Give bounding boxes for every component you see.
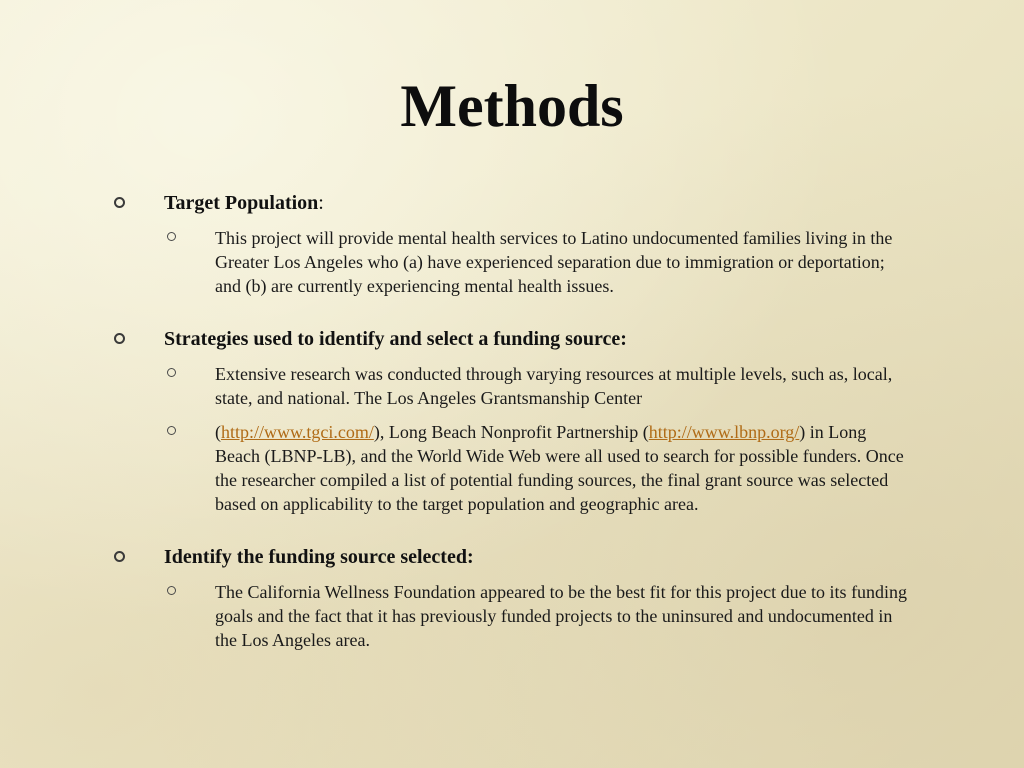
sub-bullet-circle-icon	[167, 232, 176, 241]
sub-bullet-item	[112, 226, 912, 298]
section-heading: Strategies used to identify and select a funding source:	[164, 328, 627, 350]
section-funding-source	[112, 544, 912, 652]
section-heading: Target Population	[164, 192, 319, 214]
section-heading-colon: :	[318, 192, 324, 214]
link-tgci[interactable]: http://www.tgci.com/	[221, 422, 374, 442]
sub-bullet-circle-icon	[167, 368, 176, 377]
section-heading-row	[112, 190, 912, 216]
link-lbnp[interactable]: http://www.lbnp.org/	[648, 422, 800, 442]
sub-bullet-text: The California Wellness Foundation appeared to be the best fit for this project due to its funding goals and the fact that it has previously funded projects to the uninsured and undocumented in the Los Angeles area.	[215, 582, 908, 650]
bullet-circle-icon	[114, 197, 125, 208]
sub-bullet-item	[112, 362, 912, 410]
sub-bullet-circle-icon	[167, 586, 176, 595]
sub-bullet-item	[112, 420, 912, 516]
bullet-circle-icon	[114, 551, 125, 562]
slide-body	[112, 190, 912, 652]
bullet-circle-icon	[114, 333, 125, 344]
section-strategies	[112, 326, 912, 516]
sub-bullet-text-middle: ), Long Beach Nonprofit Partnership (	[373, 422, 649, 442]
sub-bullet-circle-icon	[167, 426, 176, 435]
sub-bullet-text-prefix: (	[215, 422, 221, 442]
sub-bullet-text: This project will provide mental health services to Latino undocumented families living in the Greater Los Angeles who (a) have experienced separation due to immigration or deportation; and (b) are currently experiencing mental health issues.	[215, 228, 893, 296]
sub-bullet-text-suffix: ) in Long Beach (LBNP-LB), and the World Wide Web were all used to search for possible funders. Once the researcher compiled a list of potential funding sources, the final grant source was selected based on applicability to the target population and geographic area.	[215, 422, 904, 514]
sub-bullet-text: Extensive research was conducted through varying resources at multiple levels, such as, local, state, and national. The Los Angeles Grantsmanship Center	[215, 364, 893, 408]
section-heading: Identify the funding source selected:	[164, 546, 474, 568]
section-heading-row	[112, 544, 912, 570]
section-target-population	[112, 190, 912, 298]
section-heading-row	[112, 326, 912, 352]
sub-bullet-item	[112, 580, 912, 652]
slide-title: Methods	[400, 73, 624, 139]
